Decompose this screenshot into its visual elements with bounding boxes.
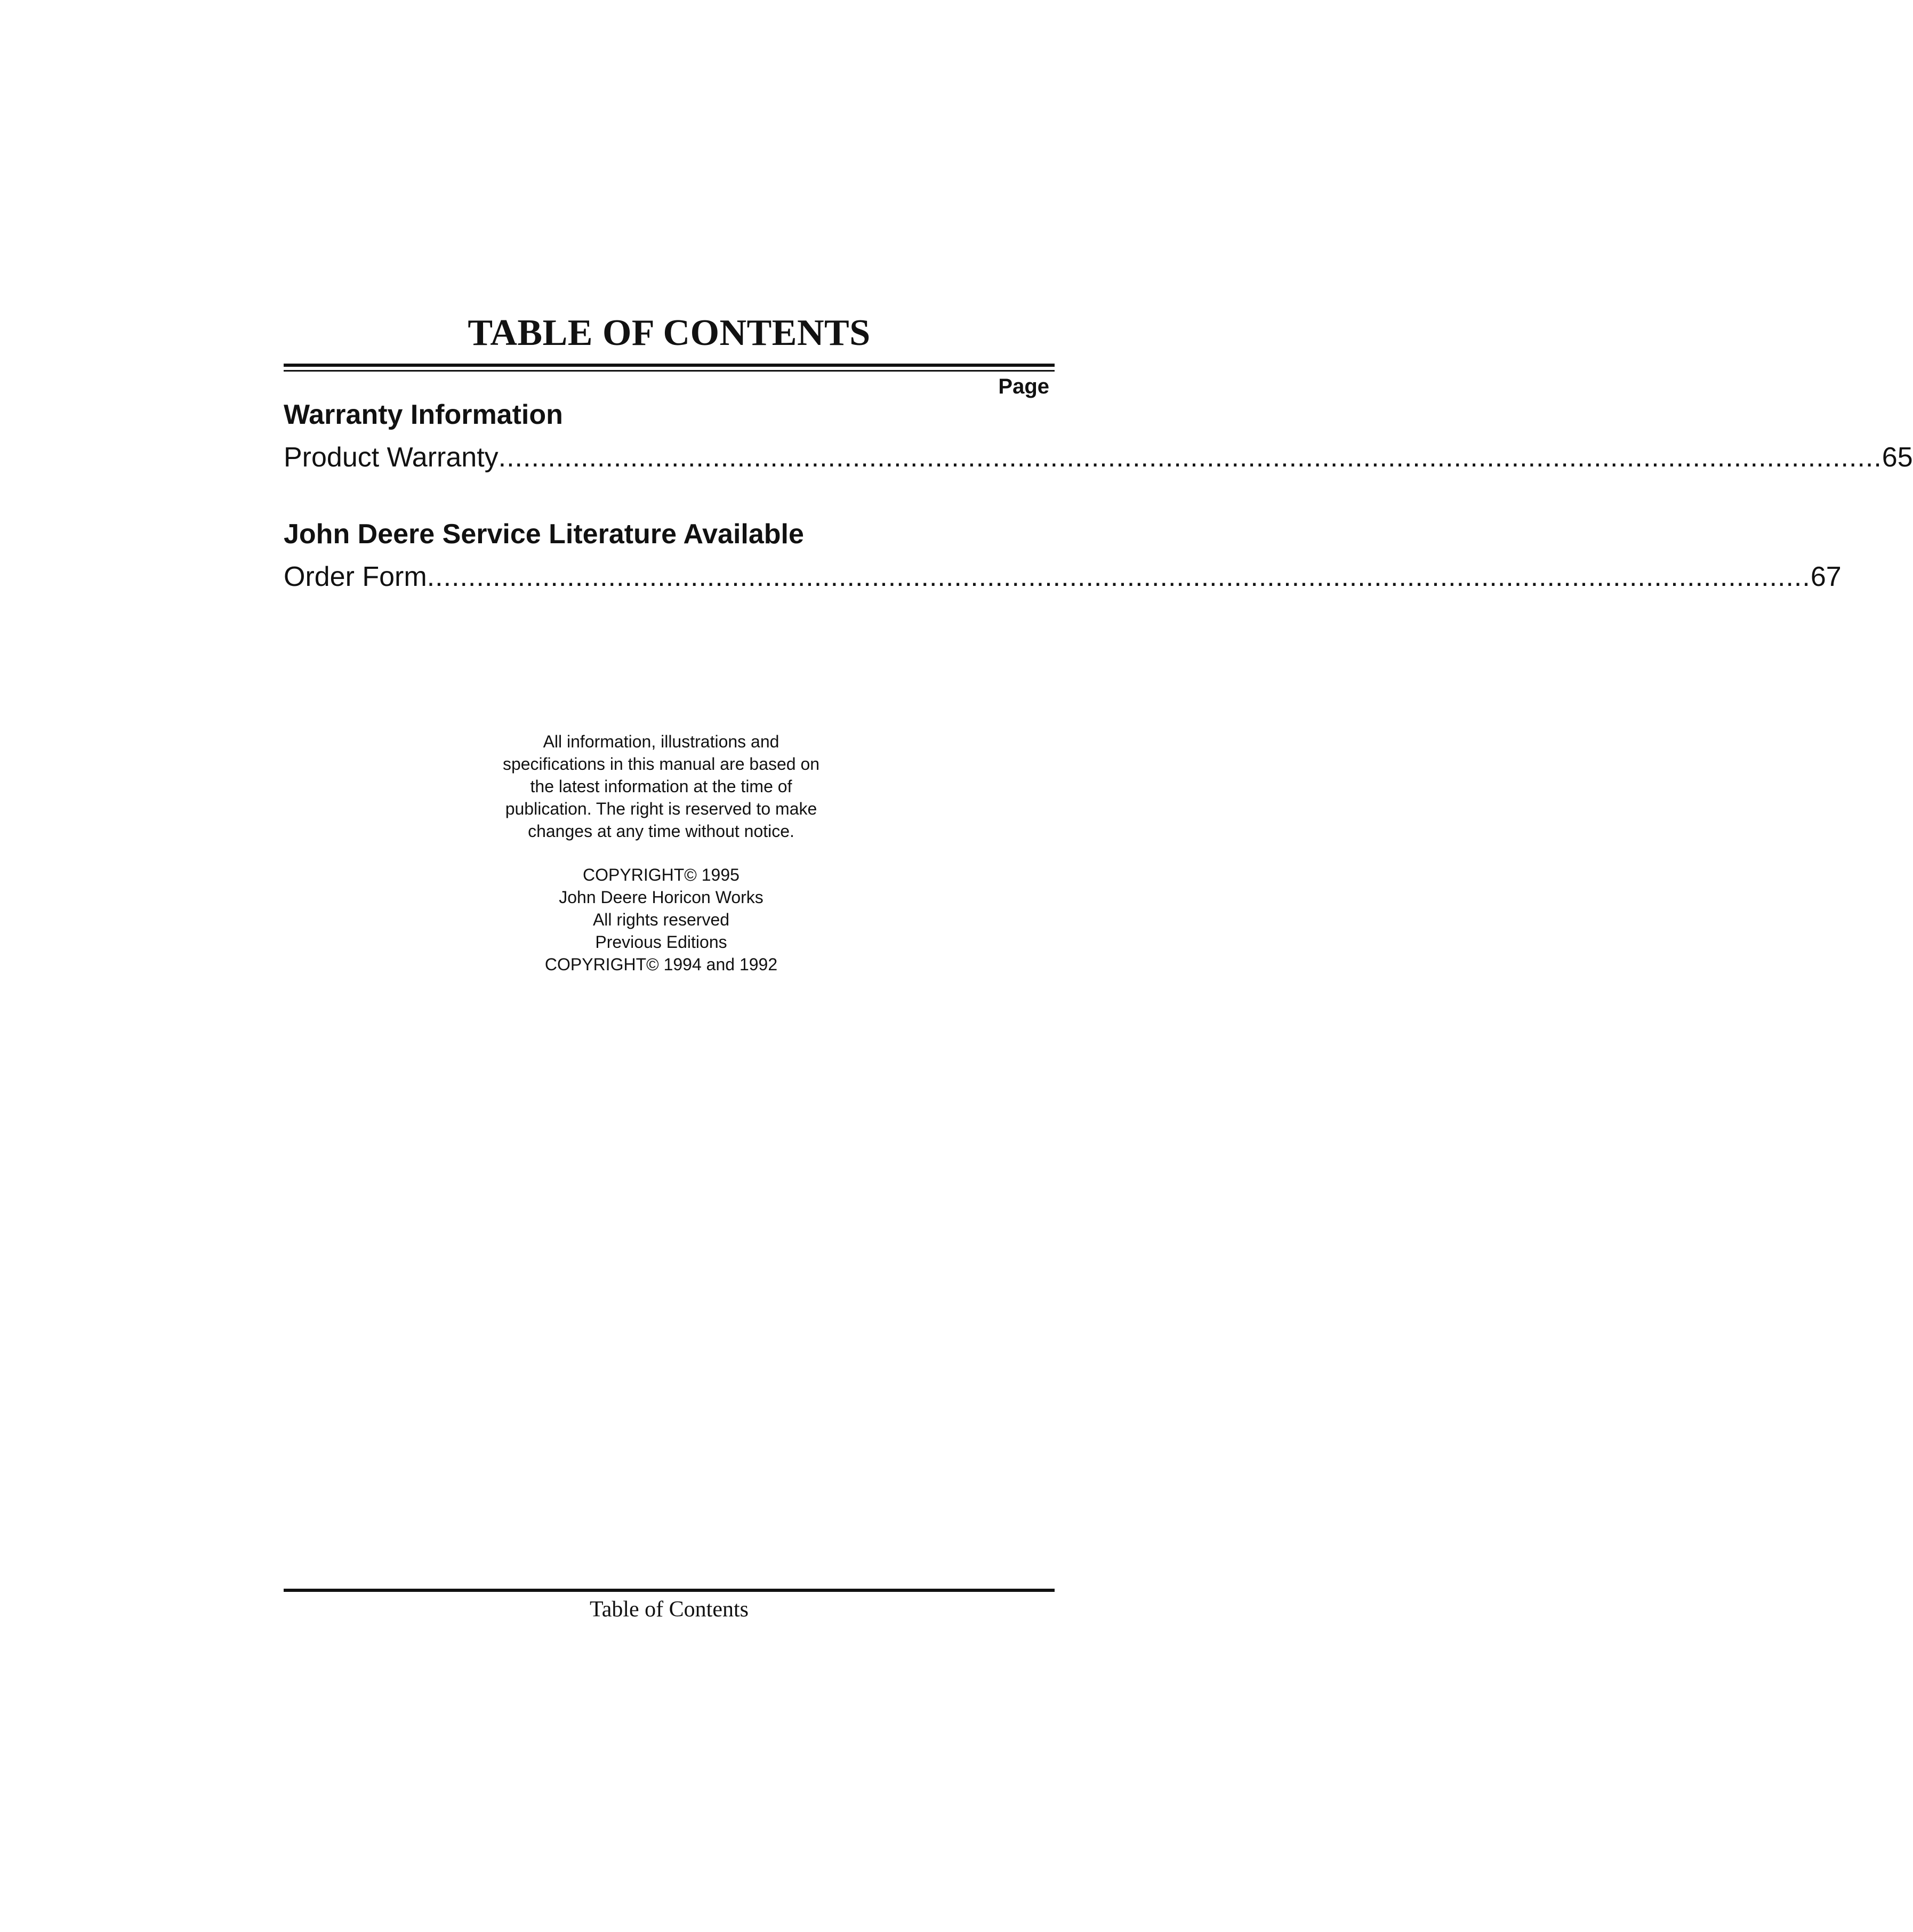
toc-entry-label: Product Warranty — [284, 442, 499, 473]
toc-entry-product-warranty[interactable] — [284, 440, 1913, 474]
copyright-block — [469, 864, 853, 976]
notice-line: specifications in this manual are based on — [502, 754, 820, 774]
copyright-line: Previous Editions — [595, 932, 727, 952]
notice-line: All information, illustrations and — [543, 732, 779, 751]
notice-line: publication. The right is reserved to make — [505, 799, 817, 818]
page-title: TABLE OF CONTENTS — [468, 312, 871, 353]
toc-entry-page-number: 65 — [1882, 442, 1913, 473]
toc-entry-order-form[interactable] — [284, 560, 1842, 594]
title-rule-thin — [284, 370, 1055, 372]
page-column-header: Page — [998, 375, 1049, 398]
copyright-line: All rights reserved — [592, 910, 730, 929]
title-rule-thick — [284, 364, 1055, 367]
notice-line: the latest information at the time of — [530, 777, 792, 796]
leader-dots: ........................................................................................................................................................................ — [427, 561, 1811, 592]
toc-entry-page-number: 67 — [1810, 561, 1842, 592]
toc-entry-label: Order Form — [284, 561, 427, 592]
notice-line: changes at any time without notice. — [528, 822, 794, 841]
section-heading-service-literature: John Deere Service Literature Available — [284, 519, 804, 550]
footer-rule — [284, 1589, 1055, 1592]
footer-label: Table of Contents — [590, 1597, 749, 1622]
disclaimer-notice — [469, 730, 853, 842]
copyright-line: John Deere Horicon Works — [559, 888, 763, 907]
leader-dots: ........................................................................................................................................................................ — [498, 442, 1882, 473]
copyright-line: COPYRIGHT© 1995 — [583, 865, 740, 884]
section-heading-warranty: Warranty Information — [284, 399, 563, 430]
copyright-line: COPYRIGHT© 1994 and 1992 — [544, 955, 778, 974]
